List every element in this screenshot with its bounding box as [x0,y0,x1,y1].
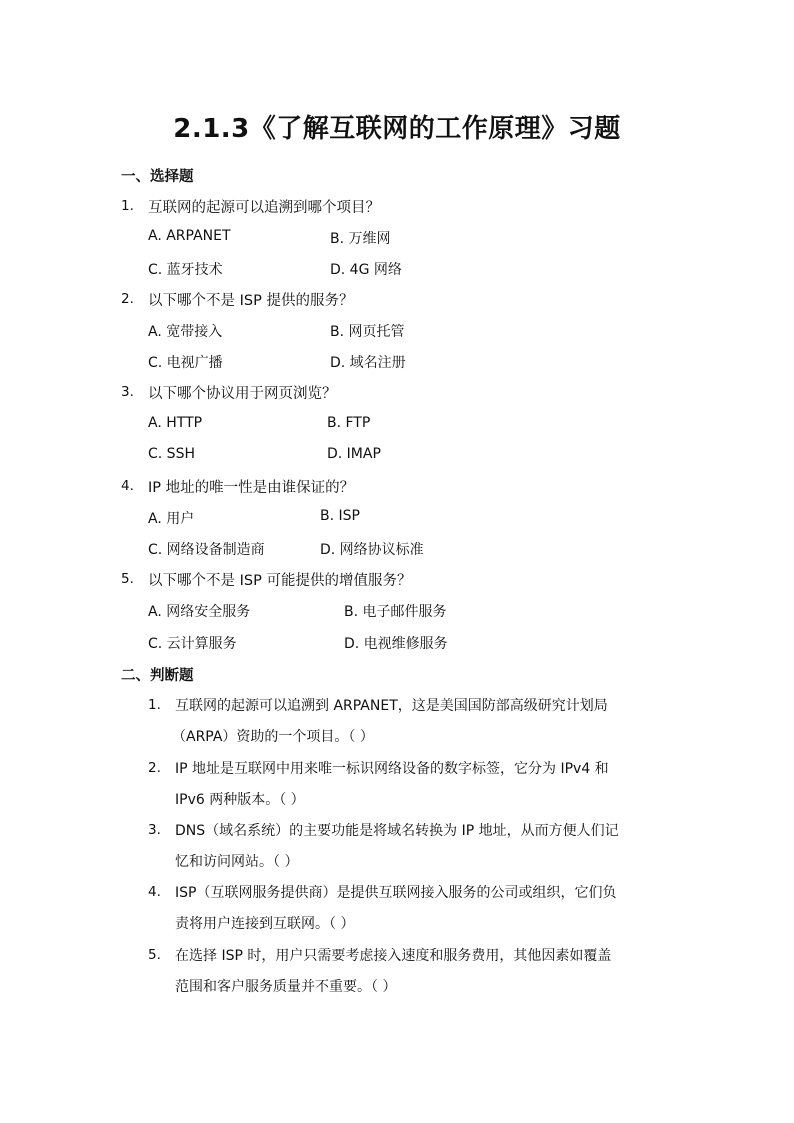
question-text: IP 地址的唯一性是由谁保证的？ [148,480,355,496]
question-text-line1: 互联网的起源可以追溯到 ARPANET，这是美国国防部高级研究计划局 [175,698,608,714]
question-text-line2: （ARPA）资助的一个项目。（ ） [172,729,374,745]
question-text: 以下哪个协议用于网页浏览？ [148,386,337,402]
option-c: C. SSH [148,446,195,462]
question-number: 1. [121,198,134,214]
option-a: A. ARPANET [148,228,231,244]
question-text-line1: DNS（域名系统）的主要功能是将域名转换为 IP 地址，从而方便人们记 [175,823,619,839]
question-text: 互联网的起源可以追溯到哪个项目？ [148,200,380,216]
question-text-line1: ISP（互联网服务提供商）是提供互联网接入服务的公司或组织，它们负 [175,885,617,901]
question-text-line2: 责将用户连接到互联网。（ ） [175,916,355,932]
option-a: A. HTTP [148,415,203,431]
question-number: 2. [121,291,134,307]
question-text-line1: IP 地址是互联网中用来唯一标识网络设备的数字标签，它分为 IPv4 和 [175,761,609,777]
option-b: B. 网页托管 [330,324,405,340]
option-c: C. 云计算服务 [148,636,237,652]
question-number: 4. [148,884,161,900]
option-a: A. 网络安全服务 [148,604,251,620]
question-number: 5. [121,571,134,587]
question-text-line2: 忆和访问网站。（ ） [175,854,299,870]
page-title: 2.1.3《了解互联网的工作原理》习题 [173,114,621,144]
section-heading-true-false: 二、判断题 [121,668,194,684]
question-number: 1. [148,697,161,713]
question-number: 3. [121,384,134,400]
option-c: C. 电视广播 [148,355,223,371]
option-d: D. 网络协议标准 [320,542,424,558]
section-heading-choice: 一、选择题 [121,169,194,185]
question-text-line1: 在选择 ISP 时，用户只需要考虑接入速度和服务费用，其他因素如覆盖 [175,948,612,964]
question-number: 4. [121,478,134,494]
option-a: A. 宽带接入 [148,324,223,340]
question-number: 2. [148,760,161,776]
option-d: D. IMAP [327,446,381,462]
option-d: D. 电视维修服务 [344,636,448,652]
option-c: C. 蓝牙技术 [148,262,223,278]
question-text: 以下哪个不是 ISP 提供的服务？ [148,293,354,309]
question-text-line2: IPv6 两种版本。（ ） [175,792,305,808]
option-b: B. 万维网 [330,231,391,247]
option-d: D. 域名注册 [330,355,406,371]
question-number: 5. [148,947,161,963]
question-number: 3. [148,822,161,838]
option-b: B. ISP [320,508,360,524]
option-a: A. 用户 [148,511,195,527]
question-text: 以下哪个不是 ISP 可能提供的增值服务？ [148,573,412,589]
option-b: B. FTP [327,415,371,431]
option-d: D. 4G 网络 [330,262,402,278]
question-text-line2: 范围和客户服务质量并不重要。（ ） [175,979,397,995]
option-c: C. 网络设备制造商 [148,542,265,558]
option-b: B. 电子邮件服务 [344,604,447,620]
